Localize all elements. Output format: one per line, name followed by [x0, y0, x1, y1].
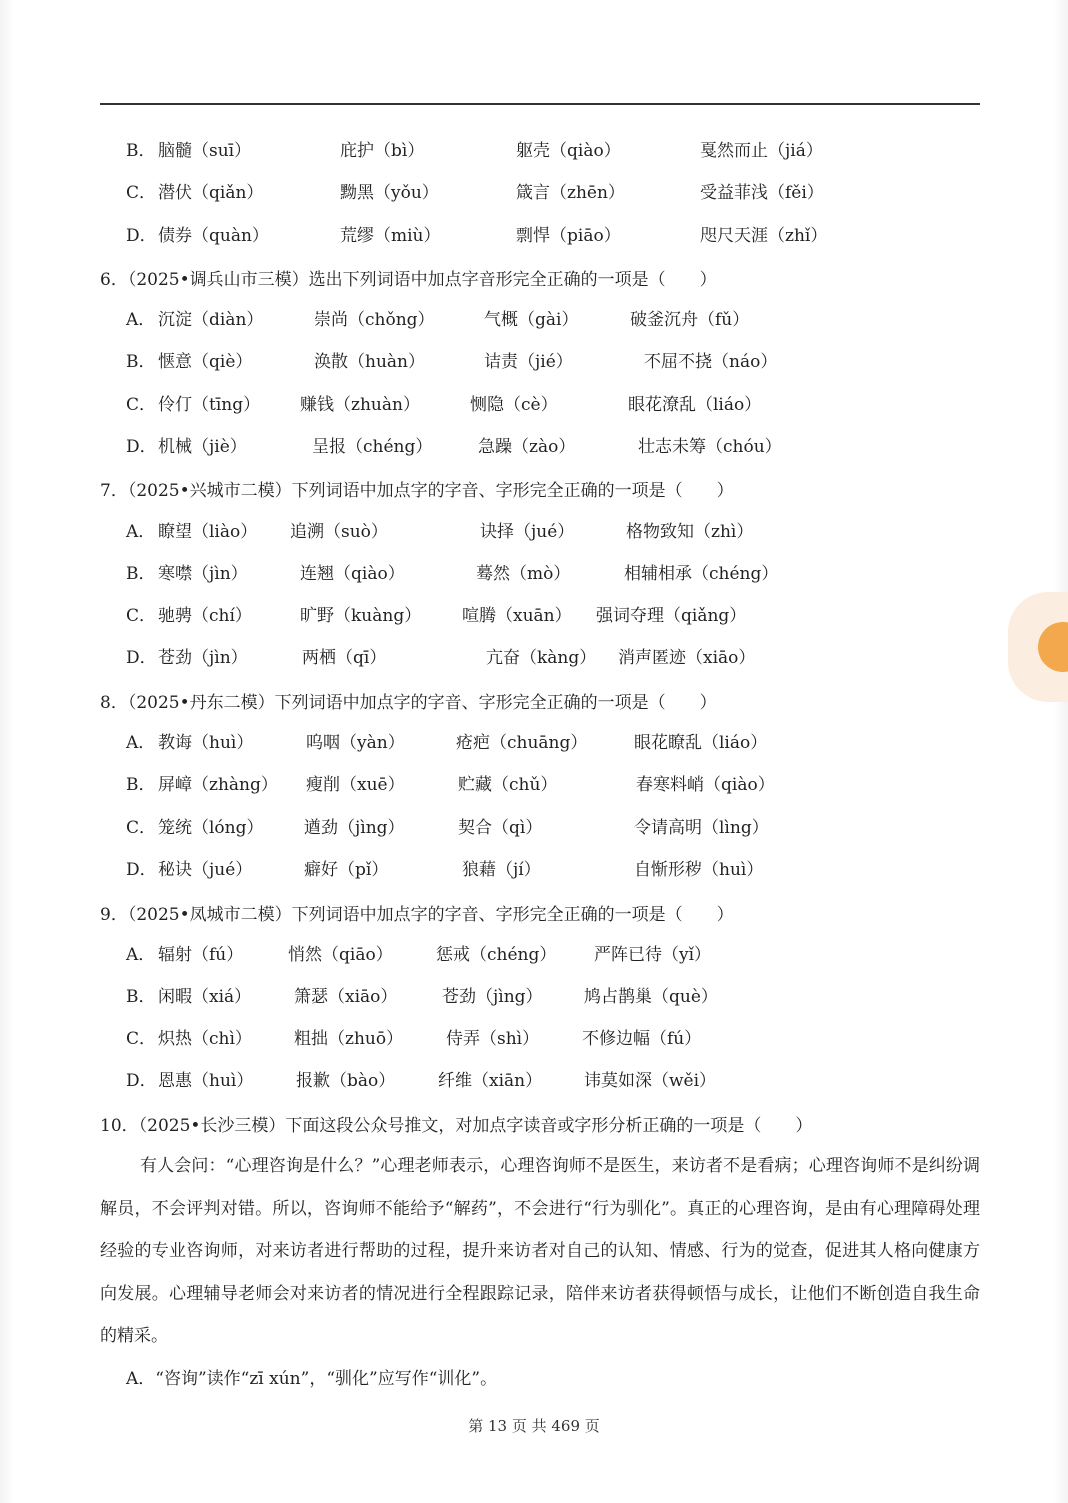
- header-rule: [100, 103, 980, 105]
- option-word: 令请高明（lìng）: [634, 818, 769, 838]
- option-row: [0, 390, 1068, 420]
- option-word: 秘诀（jué）: [158, 860, 253, 880]
- option-word: 苍劲（jìn）: [158, 648, 248, 668]
- option-word: 严阵已待（yǐ）: [594, 945, 712, 965]
- option-word: 壮志未筹（chóu）: [638, 437, 782, 457]
- option-word: 蓦然（mò）: [476, 564, 571, 584]
- option-word: 不屈不挠（náo）: [644, 352, 778, 372]
- option-row: [0, 178, 1068, 208]
- option-word: 崇尚（chǒng）: [314, 310, 435, 330]
- option-word: 笼统（lóng）: [158, 818, 264, 838]
- circle-icon: [1038, 622, 1068, 672]
- option-row: [0, 982, 1068, 1012]
- option-word: 诀择（jué）: [480, 522, 575, 542]
- option-word: 报歉（bào）: [296, 1071, 396, 1091]
- option-word: 戛然而止（jiá）: [700, 141, 823, 161]
- option-word: 亢奋（kàng）: [486, 648, 597, 668]
- option-word: 闲暇（xiá）: [158, 987, 252, 1007]
- option-letter: B．: [126, 352, 156, 372]
- option-row: [0, 940, 1068, 970]
- option-word: 悄然（qiāo）: [288, 945, 393, 965]
- option-word: 自惭形秽（huì）: [634, 860, 764, 880]
- option-word: 惩戒（chéng）: [436, 945, 557, 965]
- option-row: [0, 728, 1068, 758]
- option-word: 惬意（qiè）: [158, 352, 253, 372]
- option-letter: C．: [126, 395, 157, 415]
- option-word: 潜伏（qiǎn）: [158, 183, 264, 203]
- option-row: [0, 305, 1068, 335]
- option-word: 贮藏（chǔ）: [458, 775, 558, 795]
- option-word: 恩惠（huì）: [158, 1071, 254, 1091]
- option-word: 追溯（suò）: [290, 522, 388, 542]
- option-word: 瘦削（xuē）: [306, 775, 405, 795]
- option-word: 气概（gài）: [484, 310, 579, 330]
- option-letter: B．: [126, 141, 156, 161]
- option-word: 侍弄（shì）: [446, 1029, 540, 1049]
- option-row: [0, 432, 1068, 462]
- option-row: [0, 601, 1068, 631]
- q10-passage: 有人会问：“心理咨询是什么？”心理老师表示，心理咨询师不是医生，来访者不是看病；心理咨询师不是纠纷调解员，不会评判对错。所以，咨询师不能给予“解药”，不会进行“行为驯化”。真正的心理咨询，是由有心理障碍处理经验的专业咨询师，对来访者进行帮助的过程，提升来访者对自己的认知、情感、行为的觉查，促进其人格向健康方向发展。心理辅导老师会对来访者的情况进行全程跟踪记录，陪伴来访者获得顿悟与成长，让他们不断创造自我生命的精采。: [100, 1156, 980, 1346]
- option-letter: B．: [126, 775, 156, 795]
- option-letter: C．: [126, 183, 157, 203]
- option-word: 箫瑟（xiāo）: [294, 987, 398, 1007]
- option-word: 狼藉（jí）: [462, 860, 541, 880]
- option-letter: D．: [126, 437, 157, 457]
- option-word: 强词夺理（qiǎng）: [596, 606, 747, 626]
- option-word: 呜咽（yàn）: [306, 733, 405, 753]
- option-word: 赚钱（zhuàn）: [300, 395, 420, 415]
- option-word: 沉淀（diàn）: [158, 310, 264, 330]
- option-word: 疮疤（chuāng）: [456, 733, 588, 753]
- option-word: 荒缪（miù）: [340, 226, 441, 246]
- option-word: 躯壳（qiào）: [516, 141, 621, 161]
- option-word: 辐射（fú）: [158, 945, 244, 965]
- option-word: 眼花瞭乱（liáo）: [634, 733, 768, 753]
- question-stem: 9．（2025•凤城市二模）下列词语中加点字的字音、字形完全正确的一项是（ ）: [100, 905, 734, 925]
- option-word: 纤维（xiān）: [438, 1071, 543, 1091]
- option-row: [0, 1024, 1068, 1054]
- option-word: 瞭望（liào）: [158, 522, 258, 542]
- option-word: 粗拙（zhuō）: [294, 1029, 404, 1049]
- option-row: [0, 517, 1068, 547]
- page-footer: 第 13 页 共 469 页: [468, 1417, 600, 1435]
- floating-side-button[interactable]: [1008, 592, 1068, 702]
- option-row: [0, 855, 1068, 885]
- option-row: [0, 136, 1068, 166]
- option-word: 庇护（bì）: [340, 141, 425, 161]
- option-letter: B．: [126, 564, 156, 584]
- option-word: 消声匿迹（xiāo）: [618, 648, 756, 668]
- option-letter: A．: [126, 945, 156, 965]
- option-letter: C．: [126, 606, 157, 626]
- option-word: 格物致知（zhì）: [626, 522, 754, 542]
- option-word: 呈报（chéng）: [312, 437, 433, 457]
- option-row: [0, 559, 1068, 589]
- q10-option-a: A．“咨询”读作“zī xún”，“驯化”应写作“训化”。: [126, 1369, 498, 1389]
- option-word: 恻隐（cè）: [470, 395, 558, 415]
- option-row: [0, 1066, 1068, 1096]
- option-word: 契合（qì）: [458, 818, 543, 838]
- option-word: 机械（jiè）: [158, 437, 247, 457]
- option-word: 涣散（huàn）: [314, 352, 425, 372]
- option-word: 旷野（kuàng）: [300, 606, 422, 626]
- option-word: 教诲（huì）: [158, 733, 254, 753]
- option-row: [0, 221, 1068, 251]
- option-word: 不修边幅（fú）: [582, 1029, 702, 1049]
- option-word: 癖好（pǐ）: [304, 860, 389, 880]
- question-stem: 6．（2025•调兵山市三模）选出下列词语中加点字音形完全正确的一项是（ ）: [100, 270, 717, 290]
- option-word: 伶仃（tīng）: [158, 395, 261, 415]
- option-word: 连翘（qiào）: [300, 564, 405, 584]
- question-stem: 7．（2025•兴城市二模）下列词语中加点字的字音、字形完全正确的一项是（ ）: [100, 481, 734, 501]
- option-letter: D．: [126, 860, 157, 880]
- option-letter: D．: [126, 226, 157, 246]
- option-word: 讳莫如深（wěi）: [584, 1071, 717, 1091]
- option-word: 寒噤（jìn）: [158, 564, 248, 584]
- option-letter: D．: [126, 1071, 157, 1091]
- option-letter: A．: [126, 733, 156, 753]
- option-row: [0, 813, 1068, 843]
- option-word: 破釜沉舟（fǔ）: [630, 310, 750, 330]
- option-word: 炽热（chì）: [158, 1029, 252, 1049]
- q10-stem: 10．（2025•长沙三模）下面这段公众号推文，对加点字读音或字形分析正确的一项是（ ）: [100, 1116, 813, 1136]
- option-letter: D．: [126, 648, 157, 668]
- option-letter: C．: [126, 818, 157, 838]
- option-word: 咫尺天涯（zhǐ）: [700, 226, 828, 246]
- option-word: 箴言（zhēn）: [516, 183, 625, 203]
- option-word: 剽悍（piāo）: [516, 226, 621, 246]
- option-row: [0, 770, 1068, 800]
- option-row: [0, 643, 1068, 673]
- option-word: 苍劲（jìng）: [442, 987, 543, 1007]
- option-word: 相辅相承（chéng）: [624, 564, 779, 584]
- option-row: [0, 347, 1068, 377]
- option-letter: C．: [126, 1029, 157, 1049]
- option-word: 遒劲（jìng）: [304, 818, 405, 838]
- option-letter: B．: [126, 987, 156, 1007]
- option-word: 屏嶂（zhàng）: [158, 775, 278, 795]
- option-word: 脑髓（suī）: [158, 141, 252, 161]
- option-letter: A．: [126, 522, 156, 542]
- option-word: 两栖（qī）: [302, 648, 387, 668]
- option-word: 眼花潦乱（liáo）: [628, 395, 762, 415]
- question-stem: 8．（2025•丹东二模）下列词语中加点字的字音、字形完全正确的一项是（ ）: [100, 693, 717, 713]
- option-word: 鸠占鹊巢（què）: [584, 987, 718, 1007]
- option-word: 春寒料峭（qiào）: [636, 775, 775, 795]
- option-word: 债券（quàn）: [158, 226, 269, 246]
- option-word: 急躁（zào）: [478, 437, 576, 457]
- option-word: 诘责（jié）: [484, 352, 573, 372]
- option-word: 受益菲浅（fěi）: [700, 183, 824, 203]
- option-word: 喧腾（xuān）: [462, 606, 572, 626]
- option-letter: A．: [126, 310, 156, 330]
- option-word: 驰骋（chí）: [158, 606, 252, 626]
- option-word: 黝黑（yǒu）: [340, 183, 439, 203]
